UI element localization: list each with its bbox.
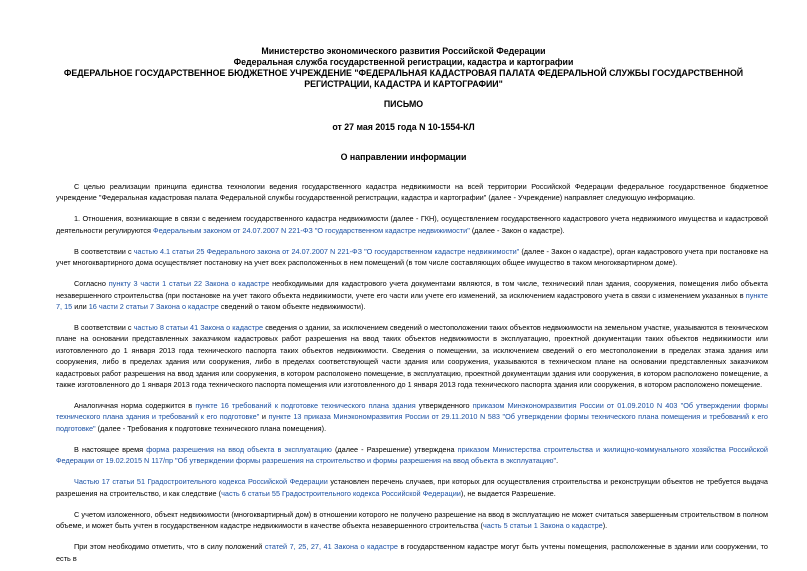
paragraph-text: в государственном кадастре могут быть учтены помещения, расположенные в здании или сооружении, то есть в: [56, 542, 768, 563]
paragraph-text: В настоящее время: [74, 444, 147, 454]
paragraph-1: [56, 213, 768, 236]
law-link[interactable]: частью 8 статьи 41 Закона о кадастре: [133, 323, 264, 333]
document-type: ПИСЬМО: [383, 99, 424, 109]
law-link[interactable]: пункту 3 части 1 статьи 22 Закона о кадастре: [108, 279, 270, 289]
paragraph-text: С учетом изложенного, объект недвижимости (многоквартирный дом) в отношении которого не получено разрешение на ввод в эксплуатацию не может считаться завершенным строительством в полном объеме, и может быть учтен в государственном кадастре недвижимости в качестве объекта незавершенного строительства (: [56, 509, 768, 531]
law-link[interactable]: Частью 17 статьи 51 Градостроительного кодекса Российской Федерации: [74, 477, 328, 487]
law-link[interactable]: статей 7, 25, 27, 41 Закона о кадастре: [264, 542, 398, 552]
law-link[interactable]: частью 4.1 статьи 25 Федерального закона от 24.07.2007 N 221-ФЗ "О государственном кадастре недвижимости": [133, 246, 520, 256]
paragraph-text: утвержденного: [415, 401, 473, 411]
law-link[interactable]: 16 части 2 статьи 7 Закона о кадастре: [88, 302, 219, 312]
paragraph-text: В соответствии с: [74, 246, 134, 256]
law-link[interactable]: форма разрешения на ввод объекта в эксплуатацию: [146, 444, 332, 454]
document-subject: О направлении информации: [340, 152, 467, 162]
document-header: [30, 46, 777, 90]
paragraph-text: Согласно: [74, 279, 109, 289]
institution-name-line2: РЕГИСТРАЦИИ, КАДАСТРА И КАРТОГРАФИИ": [304, 79, 503, 89]
paragraph-8: [56, 509, 768, 532]
document-body: [56, 181, 768, 571]
paragraph-intro: [56, 181, 768, 204]
paragraph-text: установлен перечень случаев, при которых для осуществления строительства и реконструкции объектов не требуется выдача разрешения на строительство, и как следствие (: [56, 477, 768, 498]
paragraph-text: При этом необходимо отметить, что в силу положений: [74, 542, 265, 552]
ministry-name: Министерство экономического развития Российской Федерации: [261, 46, 546, 56]
paragraph-text: 1. Отношения, возникающие в связи с ведением государственного кадастра недвижимости (далее - ГКН), осуществлением государственного кадастрового учета недвижимого имущества и кадастровой деятельности регулируются: [56, 214, 768, 235]
paragraph-3: [56, 278, 768, 312]
paragraph-text: необходимыми для кадастрового учета документами являются, в том числе, технический план здания, сооружения, помещения либо объекта незавершенного строительства (при постановке на учет такого объекта недвижимости, учете его части или учете его изменений, за исключением кадастрового учета в связи с изменением указанных в: [56, 279, 768, 300]
paragraph-text: .: [556, 456, 559, 466]
paragraph-text: (далее - Требования к подготовке технического плана помещения).: [95, 423, 327, 433]
paragraph-text: и: [259, 412, 269, 422]
law-link[interactable]: пункте 7, 15: [56, 290, 768, 312]
institution-name-line1: ФЕДЕРАЛЬНОЕ ГОСУДАРСТВЕННОЕ БЮДЖЕТНОЕ УЧРЕЖДЕНИЕ "ФЕДЕРАЛЬНАЯ КАДАСТРОВАЯ ПАЛАТА ФЕДЕРАЛЬНОЙ СЛУЖБЫ ГОСУДАРСТВЕННОЙ: [63, 68, 744, 78]
paragraph-7: [56, 476, 768, 499]
paragraph-9: [56, 541, 768, 564]
paragraph-text: Аналогичная норма содержится в: [74, 401, 196, 411]
law-link[interactable]: пункте 13 приказа Минэкономразвития России от 29.11.2010 N 583 "Об утверждении формы технического плана помещения и требований к его подготовке": [56, 412, 768, 433]
law-link[interactable]: приказом Министерства строительства и жилищно-коммунального хозяйства Российской Федерации от 19.02.2015 N 117/пр "Об утверждении формы разрешения на строительство и формы разрешения на ввод объекта в эксплуатацию": [56, 444, 768, 466]
paragraph-6: [56, 444, 768, 467]
paragraph-text: (далее - Закон о кадастре).: [469, 225, 565, 235]
paragraph-text: или: [72, 302, 89, 312]
paragraph-text: В соответствии с: [74, 323, 134, 333]
paragraph-text: (далее - Закон о кадастре), орган кадастрового учета при постановке на учет многоквартирного дома осуществляет постановку на учет всех расположенных в нем помещений (в том числе составляющих общее имущество в таком многоквартирном доме).: [56, 246, 768, 268]
law-link[interactable]: приказом Минэкономразвития России от 01.09.2010 N 403 "Об утверждении формы технического плана здания и требований к его подготовке": [56, 401, 768, 422]
paragraph-text: (далее - Разрешение) утверждена: [331, 444, 458, 454]
paragraph-text: С целью реализации принципа единства технологии ведения государственного кадастра недвижимости на всей территории Российской Федерации федеральное государственное бюджетное учреждение "Федеральная кадастровая палата Федеральной службы государственной регистрации, кадастра и картографии" (далее - Учреждение) направляет следующую информацию.: [56, 182, 768, 203]
law-link[interactable]: Федеральным законом от 24.07.2007 N 221-ФЗ "О государственном кадастре недвижимости": [153, 225, 470, 235]
law-link[interactable]: пункте 16 требований к подготовке технического плана здания: [195, 401, 416, 411]
paragraph-text: сведений о таком объекте недвижимости).: [218, 302, 366, 312]
law-link[interactable]: часть 5 статьи 1 Закона о кадастре: [482, 521, 603, 531]
paragraph-5: [56, 400, 768, 434]
paragraph-4: [56, 322, 768, 390]
document-date-number: от 27 мая 2015 года N 10-1554-КЛ: [332, 122, 475, 132]
service-name: Федеральная служба государственной регистрации, кадастра и картографии: [233, 57, 574, 67]
paragraph-text: ).: [602, 521, 608, 531]
paragraph-text: ), не выдается Разрешение.: [460, 488, 556, 498]
paragraph-2: [56, 246, 768, 269]
paragraph-text: сведения о здании, за исключением сведений о местоположении таких объектов недвижимости на земельном участке, указываются в техническом плане на основании представленных заказчиком кадастровых работ разрешения на ввод таких объектов недвижимости в эксплуатацию, проектной документации таких объектов недвижимости или изготовленного до 1 января 2013 года технического паспорта таких объектов недвижимости. Сведения о помещении, за исключением сведений о его местоположении в пределах этажа здания или сооружения, либо в пределах здания или сооружения, либо в пределах соответствующей части здания или сооружения, указываются в техническом плане на основании представленных заказчиком кадастровых работ разрешения на ввод здания или сооружения, в котором расположено помещение, в эксплуатацию, проектной документации здания или сооружения, в котором расположено помещение, а также изготовленного до 1 января 2013 года технического паспорта помещения или изготовленного до 1 января 2013 года технического паспорта здания или сооружения, в котором расположено помещение.: [56, 323, 768, 390]
law-link[interactable]: часть 6 статьи 55 Градостроительного кодекса Российской Федерации: [221, 488, 461, 498]
